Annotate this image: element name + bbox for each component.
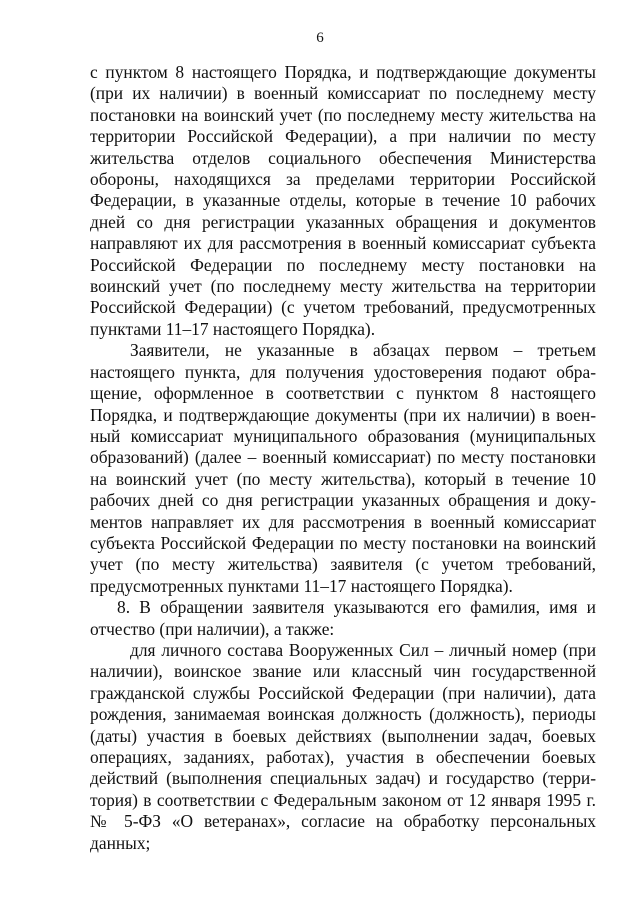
page-number: 6: [316, 30, 324, 46]
paragraph-item-8: 8. В обращении заявителя указываются его фамилия, имя и отчество (при наличии), а также:: [90, 597, 596, 639]
paragraph-continuation: с пунктом 8 настоящего Порядка, и подтверждающие документы (при их наличии) в военный комиссариат по последнему месту постановки на воинский учет (по последнему месту жительства на территории Российской Федерации), а при наличии по месту жительства отделов социального обеспечения Министерства обороны, находящихся за пределами территории Российской Федерации, в указанные отделы, которые в течение 10 рабочих дней со дня регистрации указанных обращения и документов направляют их для рассмотрения в военный комиссариат субъекта Российской Федерации по последнему месту постановки на воинский учет (по последнему месту жительства на территории Российской Федерации) (с учетом требований, предусмотренных пунктами 11–17 настоящего Порядка).: [90, 62, 596, 339]
paragraph-other-applicants: Заявители, не указанные в абзацах первом – третьем настоящего пункта, для получения удостоверения подают обращение, оформленное в соответствии с пунктом 8 настоящего Порядка, и подтверждающие документы (при их наличии) в военный комиссариат муниципального образования (муниципальных образований) (далее – военный комиссариат) по месту постановки на воинский учет (по месту жительства), который в течение 10 рабочих дней со дня регистрации указанных обращения и документов направляет их для рассмотрения в военный комиссариат субъекта Российской Федерации по месту постановки на воинский учет (по месту жительства) заявителя (с учетом требований, предусмотренных пунктами 11–17 настоящего Порядка).: [90, 340, 596, 596]
document-body: [90, 62, 596, 854]
paragraph-armed-forces: для личного состава Вооруженных Сил – личный номер (при наличии), воинское звание или классный чин государственной гражданской службы Российской Федерации (при наличии), дата рождения, занимаемая воинская должность (должность), периоды (даты) участия в боевых действиях (выполнении задач, боевых операциях, заданиях, работах), участия в обеспечении боевых действий (выполнения специальных задач) и государство (территория) в соответствии с Федеральным законом от 12 января 1995 г. № 5-ФЗ «О ветеранах», согласие на обработку персональных данных;: [90, 639, 596, 853]
